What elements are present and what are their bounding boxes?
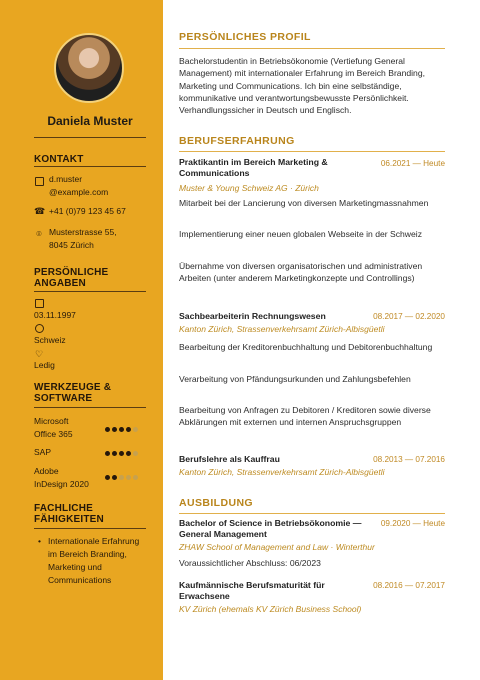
job-organization: Kanton Zürich, Strassenverkehrsamt Zürich-Albisgüetli — [179, 467, 385, 477]
tool-rating — [105, 451, 140, 458]
rating-dot — [119, 475, 124, 480]
rating-dot — [133, 427, 138, 432]
rating-dot — [119, 451, 124, 456]
tool-rating — [105, 427, 140, 434]
job-organization: Kanton Zürich, Strassenverkehrsamt Zürich-Albisgüetli — [179, 324, 385, 334]
skill-item: Internationale Erfahrung im Bereich Branding, Marketing und Communications — [48, 536, 140, 585]
education-date: 08.2016 — 07.2017 — [373, 581, 445, 590]
country: Schweiz — [34, 335, 66, 345]
job-bullet: Implementierung einer neuen globalen Webseite in der Schweiz — [179, 229, 422, 239]
job-title: Berufslehre als Kauffrau — [179, 454, 280, 464]
job-date: 06.2021 — Heute — [380, 159, 445, 168]
section-divider — [179, 48, 445, 49]
phone-number: +41 (0)79 123 45 67 — [49, 206, 126, 216]
experience-section-title: BERUFSERFAHRUNG — [179, 135, 295, 147]
rating-dot — [112, 451, 117, 456]
personal-title-line-1: PERSÖNLICHE — [34, 267, 109, 278]
sidebar-divider — [34, 528, 146, 529]
tools-title-line-1: WERKZEUGE & — [34, 382, 112, 393]
education-title: Bachelor of Science in Betriebsökonomie — General Management — [179, 518, 362, 539]
rating-dot — [126, 427, 131, 432]
job-date: 08.2013 — 07.2016 — [373, 455, 445, 464]
rating-dot — [119, 427, 124, 432]
rating-dot — [112, 427, 117, 432]
rating-dot — [126, 475, 131, 480]
sidebar-divider — [34, 166, 146, 167]
phone-icon: ☎ — [34, 206, 46, 216]
address-line-2: 8045 Zürich — [49, 240, 94, 250]
education-organization: ZHAW School of Management and Law · Winterthur — [179, 542, 375, 552]
email-line-1: d.muster — [49, 174, 83, 184]
rating-dot — [105, 451, 110, 456]
job-bullet: Verarbeitung von Pfändungsurkunden und Zahlungsbefehlen — [179, 374, 411, 384]
job-bullet: Übernahme von diversen organisatorischen und administrativen Arbeiten (unter anderem Marketingkonzepte und Controllings) — [179, 261, 423, 283]
tool-name-line-1: SAP — [34, 447, 52, 457]
job-organization: Muster & Young Schweiz AG · Zürich — [179, 183, 319, 193]
job-bullet: Mitarbeit bei der Lancierung von diversen Marketingmassnahmen — [179, 198, 429, 208]
education-section-title: AUSBILDUNG — [179, 497, 253, 509]
tool-rating — [105, 475, 140, 482]
job-title: Praktikantin im Bereich Marketing & Communications — [179, 157, 328, 178]
rating-dot — [105, 427, 110, 432]
profile-text: Bachelorstudentin in Betriebsökonomie (Vertiefung General Management) mit internationaler Erfahrung im Bereich Branding, Marketing und Communications. Ich bin eine selbständige, kommunikative und verantwortungsbewusste Persönlichkeit. Verhandlungssicher in Deutsch und Englisch. — [179, 56, 426, 116]
birthdate: 03.11.1997 — [34, 310, 76, 320]
sidebar-divider — [34, 137, 146, 138]
rating-dot — [133, 475, 138, 480]
candidate-name: Daniela Muster — [47, 114, 133, 128]
job-bullet: Bearbeitung der Kreditorenbuchhaltung und Debitorenbuchhaltung — [179, 342, 433, 352]
rating-dot — [133, 451, 138, 456]
tool-name-line-2: InDesign 2020 — [34, 479, 89, 489]
skill-bullet: • — [38, 536, 41, 546]
tools-title-line-2: SOFTWARE — [34, 393, 93, 404]
section-divider — [179, 151, 445, 152]
tool-name-line-1: Microsoft — [34, 416, 69, 426]
tool-name-line-2: Office 365 — [34, 429, 73, 439]
rating-dot — [105, 475, 110, 480]
section-divider — [179, 513, 445, 514]
sidebar-divider — [34, 291, 146, 292]
rating-dot — [112, 475, 117, 480]
education-title: Kaufmännische Berufsmaturität für Erwachsene — [179, 580, 325, 601]
marital-status: Ledig — [34, 360, 55, 370]
address-line-1: Musterstrasse 55, — [49, 227, 117, 237]
profile-photo — [54, 33, 124, 103]
contact-title: KONTAKT — [34, 154, 84, 165]
skills-title-line-2: FÄHIGKEITEN — [34, 514, 104, 525]
mail-icon — [35, 177, 44, 186]
email-line-2: @example.com — [49, 187, 109, 197]
education-date: 09.2020 — Heute — [380, 519, 445, 528]
profile-section-title: PERSÖNLICHES PROFIL — [179, 31, 311, 43]
heart-icon: ♡ — [34, 349, 44, 359]
education-note: Voraussichtlicher Abschluss: 06/2023 — [179, 558, 321, 568]
globe-icon — [35, 324, 44, 333]
personal-title-line-2: ANGABEN — [34, 278, 86, 289]
calendar-icon — [35, 299, 44, 308]
education-organization: KV Zürich (ehemals KV Zürich Business School) — [179, 604, 362, 614]
job-title: Sachbearbeiterin Rechnungswesen — [179, 311, 326, 321]
job-bullet: Bearbeitung von Anfragen zu Debitoren / Kreditoren sowie diverse Abklärungen mit externen und internen Anspruchsgruppen — [179, 405, 431, 427]
sidebar — [0, 0, 163, 680]
sidebar-divider — [34, 407, 146, 408]
skills-title-line-1: FACHLICHE — [34, 503, 94, 514]
location-icon: ⌾ — [36, 229, 42, 239]
job-date: 08.2017 — 02.2020 — [373, 312, 445, 321]
tool-name-line-1: Adobe — [34, 466, 59, 476]
rating-dot — [126, 451, 131, 456]
